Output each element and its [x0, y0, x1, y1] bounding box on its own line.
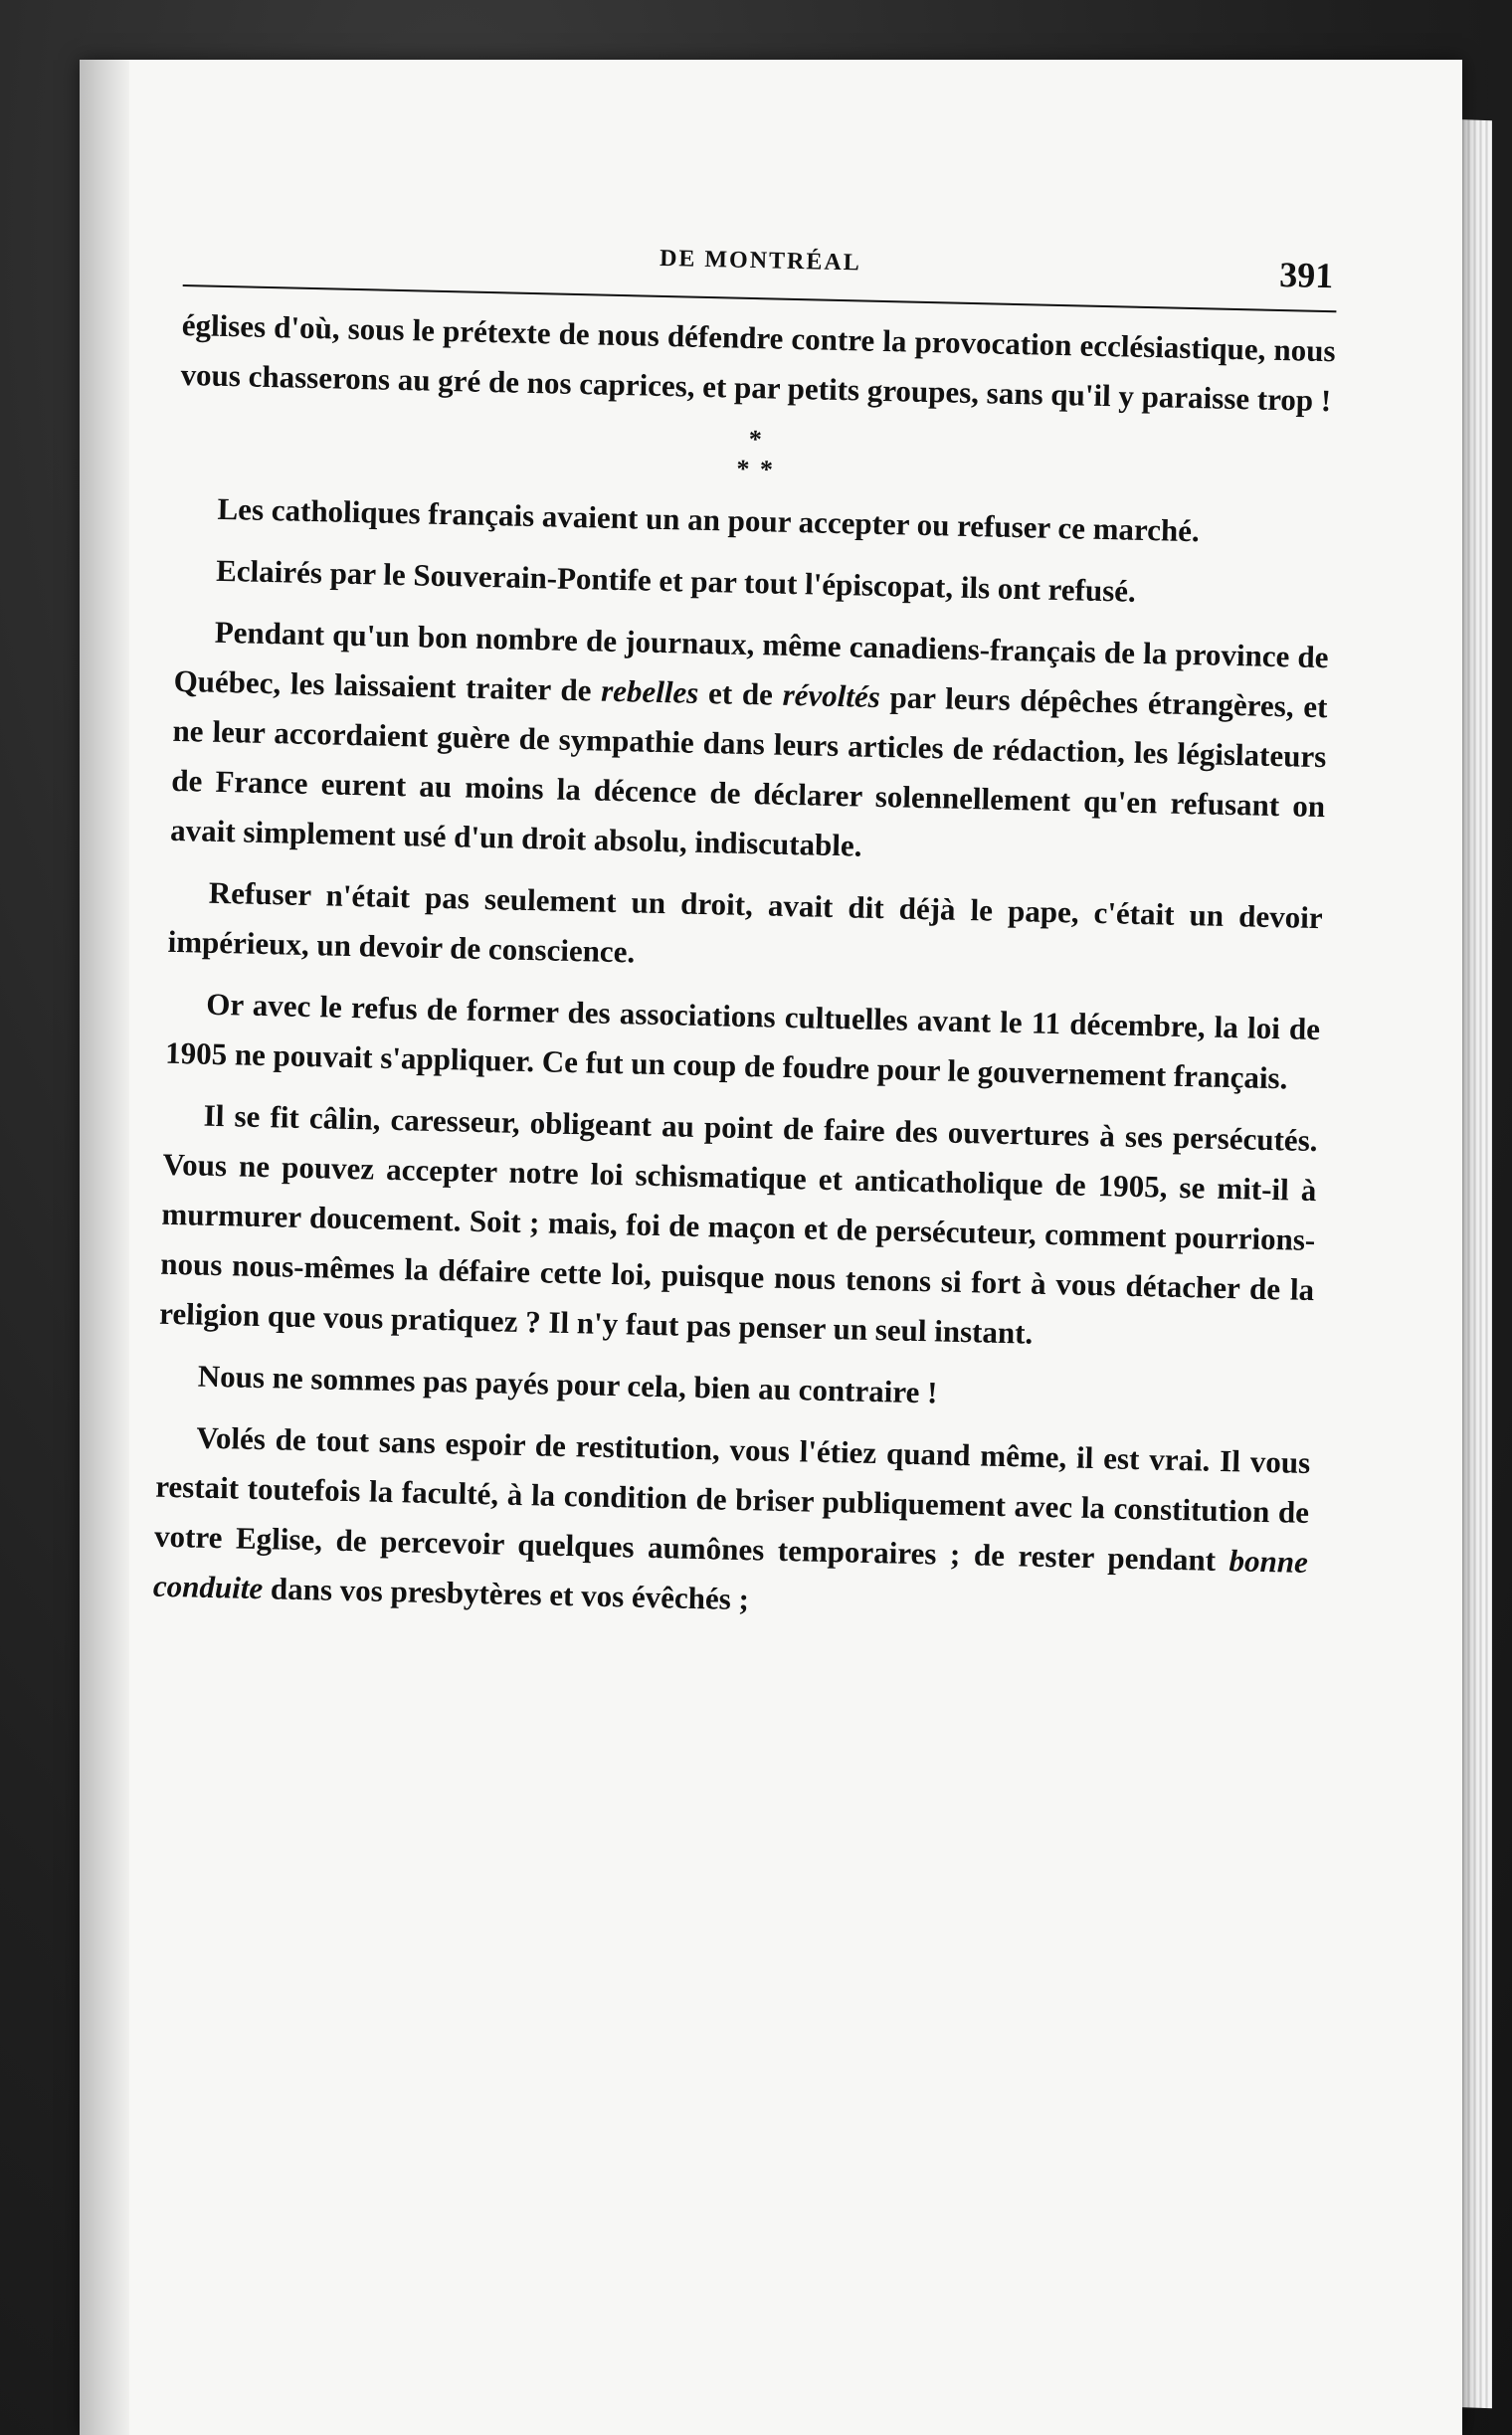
paragraph-4-italic-revoltes: révoltés: [782, 676, 881, 714]
page-content: [152, 229, 1338, 1649]
paragraph-4-italic-rebelles: rebelles: [600, 672, 699, 710]
page-gutter: [80, 60, 129, 2435]
paragraph-2: Les catholiques français avaient un an pour accepter ou refuser ce marché.: [217, 490, 1201, 549]
paragraph-4-part1: Pendant qu'un bon nombre de journaux, même canadiens-français de la province de Québec, les laissaient traiter de: [173, 614, 1329, 708]
paragraph-4: [170, 607, 1329, 881]
asterism-bottom: * *: [736, 454, 776, 484]
paragraph-4-part2: et de: [697, 674, 784, 712]
asterism: [178, 412, 1333, 497]
asterism-top: *: [748, 424, 765, 455]
paragraph-9: [152, 1412, 1310, 1637]
paragraph-9-part1: Volés de tout sans espoir de restitution, vous l'étiez quand même, il est vrai. Il vous restait toutefois la faculté, à la condition de briser publiquement avec la constitution de votre Eglise, de percevoir quelques aumônes temporaires ; de rester pendant: [153, 1419, 1311, 1579]
page-number: 391: [1278, 255, 1334, 296]
running-head: [183, 229, 1338, 312]
paragraph-9-part2: dans vos presbytères et vos évêchés ;: [262, 1571, 750, 1617]
paragraph-8: Nous ne sommes pas payés pour cela, bien au contraire !: [197, 1358, 938, 1410]
paragraph-3: Eclairés par le Souverain-Pontife et par tout l'épiscopat, ils ont refusé.: [215, 552, 1137, 609]
paragraph-4-part3: par leurs dépêches étrangères, et ne leur accordaient guère de sympathie dans leurs articles de rédaction, les législateurs de France eurent au moins la décence de déclarer solennellement qu'en refusant on avait simplement usé d'un droit absolu, indiscutable.: [169, 679, 1328, 863]
running-title: DE MONTRÉAL: [659, 245, 862, 277]
paragraph-1: églises d'où, sous le prétexte de nous défendre contre la provocation ecclésiastique, nous vous chasserons au gré de nos caprices, et par petits groupes, sans qu'il y paraisse trop !: [180, 306, 1336, 419]
book-page: [80, 60, 1462, 2435]
paragraph-5: Refuser n'était pas seulement un droit, avait dit déjà le pape, c'était un devoir impérieux, un devoir de conscience.: [167, 874, 1323, 970]
paragraph-6: Or avec le refus de former des associations cultuelles avant le 11 décembre, la loi de 1905 ne pouvait s'appliquer. Ce fut un coup de foudre pour le gouvernement français.: [164, 986, 1321, 1096]
body-text: [152, 300, 1336, 1637]
paragraph-9-italic-bonne-conduite: bonne conduite: [152, 1543, 1309, 1606]
paragraph-7: Il se fit câlin, caresseur, obligeant au point de faire des ouvertures à ses persécutés. Vous ne pouvez accepter notre loi schismatique et anticatholique de 1905, se mit-il à murmurer doucement. Soit ; mais, foi de maçon et de persécuteur, comment pourrions-nous nous-mêmes la défaire cette loi, puisque nous tenons si fort à vous détacher de la religion que vous pratiquez ? Il n'y faut pas penser un seul instant.: [158, 1097, 1318, 1351]
